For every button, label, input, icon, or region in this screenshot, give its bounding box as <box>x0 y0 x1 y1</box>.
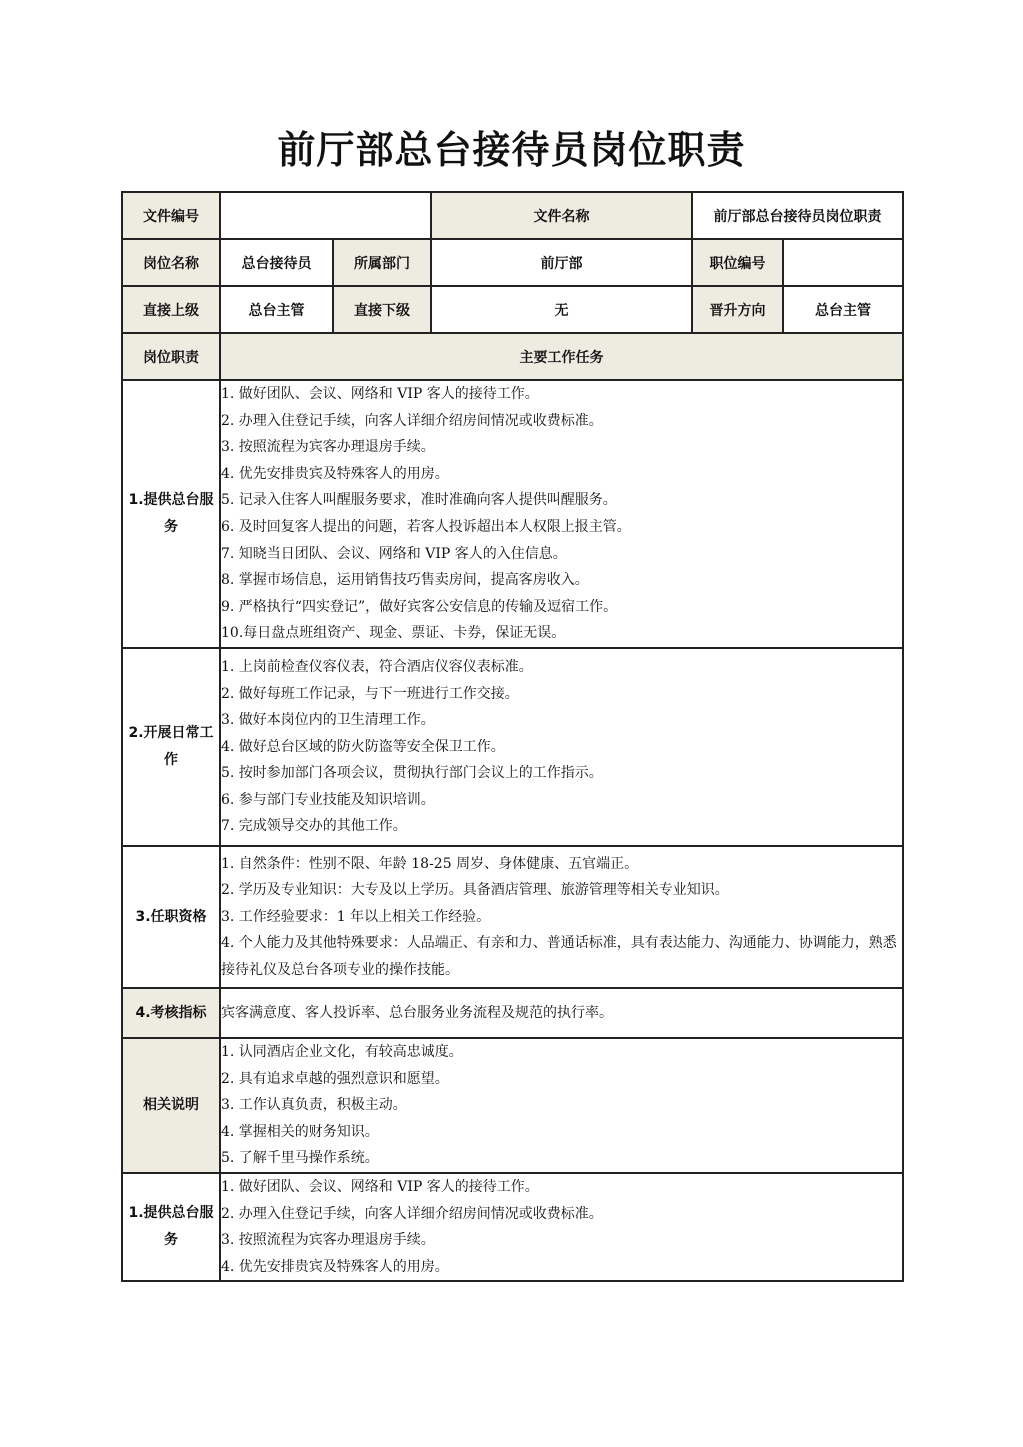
table-row <box>122 380 903 648</box>
doc-name-label: 文件名称 <box>431 192 692 239</box>
list-item: 6. 及时回复客人提出的问题，若客人投诉超出本人权限上报主管。 <box>221 519 631 535</box>
list-item: 10.每日盘点班组资产、现金、票证、卡券，保证无误。 <box>221 625 566 642</box>
table-row <box>122 333 903 380</box>
job-description-table <box>121 191 904 1282</box>
section-content <box>220 846 903 988</box>
doc-name-value: 前厅部总台接待员岗位职责 <box>692 192 903 239</box>
list-item: 3. 工作经验要求：1 年以上相关工作经验。 <box>221 908 491 925</box>
subordinate-label: 直接下级 <box>333 286 431 333</box>
section-name: 2.开展日常工作 <box>122 648 220 846</box>
superior-label: 直接上级 <box>122 286 220 333</box>
post-name-value: 总台接待员 <box>220 239 333 286</box>
list-item: 1. 认同酒店企业文化，有较高忠诚度。 <box>221 1044 463 1060</box>
list-item: 5. 了解千里马操作系统。 <box>221 1150 379 1167</box>
list-item: 3. 工作认真负责，积极主动。 <box>221 1097 407 1114</box>
table-row <box>122 988 903 1038</box>
list-item: 1. 做好团队、会议、网络和 VIP 客人的接待工作。 <box>221 1178 539 1195</box>
table-row <box>122 239 903 286</box>
section-content <box>220 988 903 1038</box>
list-item: 2. 办理入住登记手续，向客人详细介绍房间情况或收费标准。 <box>221 412 603 429</box>
section-name: 1.提供总台服务 <box>122 380 220 648</box>
list-item: 1. 做好团队、会议、网络和 VIP 客人的接待工作。 <box>221 386 539 403</box>
post-name-label: 岗位名称 <box>122 239 220 286</box>
list-item: 宾客满意度、客人投诉率、总台服务业务流程及规范的执行率。 <box>221 1004 613 1021</box>
section-content <box>220 380 903 648</box>
section-content <box>220 1173 903 1281</box>
list-item: 4. 个人能力及其他特殊要求：人品端正、有亲和力、普通话标准，具有表达能力、沟通能力、协调能力，熟悉接待礼仪及总台各项专业的操作技能。 <box>221 935 897 978</box>
post-no-value <box>783 239 903 286</box>
list-item: 9. 严格执行“四实登记”，做好宾客公安信息的传输及逗宿工作。 <box>221 598 618 615</box>
list-item: 1. 自然条件：性别不限、年龄 18-25 周岁、身体健康、五官端正。 <box>221 855 639 872</box>
list-item: 4. 优先安排贵宾及特殊客人的用房。 <box>221 465 449 482</box>
doc-no-value <box>220 192 431 239</box>
list-item: 1. 上岗前检查仪容仪表，符合酒店仪容仪表标准。 <box>221 658 533 675</box>
tasks-label: 主要工作任务 <box>220 333 903 380</box>
section-content <box>220 1038 903 1173</box>
list-item: 2. 学历及专业知识：大专及以上学历。具备酒店管理、旅游管理等相关专业知识。 <box>221 882 729 899</box>
table-row <box>122 192 903 239</box>
table-row <box>122 846 903 988</box>
list-item: 5. 记录入住客人叫醒服务要求，准时准确向客人提供叫醒服务。 <box>221 492 617 509</box>
promotion-label: 晋升方向 <box>692 286 783 333</box>
doc-no-label: 文件编号 <box>122 192 220 239</box>
section-name: 4.考核指标 <box>122 988 220 1038</box>
post-no-label: 职位编号 <box>692 239 783 286</box>
duty-label: 岗位职责 <box>122 333 220 380</box>
table-row <box>122 648 903 846</box>
list-item: 3. 按照流程为宾客办理退房手续。 <box>221 439 435 456</box>
section-name: 相关说明 <box>122 1038 220 1173</box>
list-item: 7. 知晓当日团队、会议、网络和 VIP 客人的入住信息。 <box>221 545 567 562</box>
section-name: 3.任职资格 <box>122 846 220 988</box>
dept-label: 所属部门 <box>333 239 431 286</box>
list-item: 4. 优先安排贵宾及特殊客人的用房。 <box>221 1258 449 1275</box>
list-item: 3. 做好本岗位内的卫生清理工作。 <box>221 712 435 729</box>
list-item: 5. 按时参加部门各项会议，贯彻执行部门会议上的工作指示。 <box>221 765 603 782</box>
section-name: 1.提供总台服务 <box>122 1173 220 1281</box>
list-item: 8. 掌握市场信息，运用销售技巧售卖房间，提高客房收入。 <box>221 572 589 589</box>
page-title: 前厅部总台接待员岗位职责 <box>277 127 746 172</box>
list-item: 4. 做好总台区域的防火防盗等安全保卫工作。 <box>221 738 505 755</box>
list-item: 2. 做好每班工作记录，与下一班进行工作交接。 <box>221 685 519 702</box>
dept-value: 前厅部 <box>431 239 692 286</box>
table-row <box>122 286 903 333</box>
list-item: 7. 完成领导交办的其他工作。 <box>221 818 407 835</box>
section-content <box>220 648 903 846</box>
list-item: 2. 具有追求卓越的强烈意识和愿望。 <box>221 1070 449 1087</box>
list-item: 2. 办理入住登记手续，向客人详细介绍房间情况或收费标准。 <box>221 1205 603 1222</box>
table-row <box>122 1173 903 1281</box>
promotion-value: 总台主管 <box>783 286 903 333</box>
superior-value: 总台主管 <box>220 286 333 333</box>
table-row <box>122 1038 903 1173</box>
list-item: 3. 按照流程为宾客办理退房手续。 <box>221 1232 435 1249</box>
subordinate-value: 无 <box>431 286 692 333</box>
list-item: 6. 参与部门专业技能及知识培训。 <box>221 791 435 808</box>
list-item: 4. 掌握相关的财务知识。 <box>221 1123 379 1140</box>
